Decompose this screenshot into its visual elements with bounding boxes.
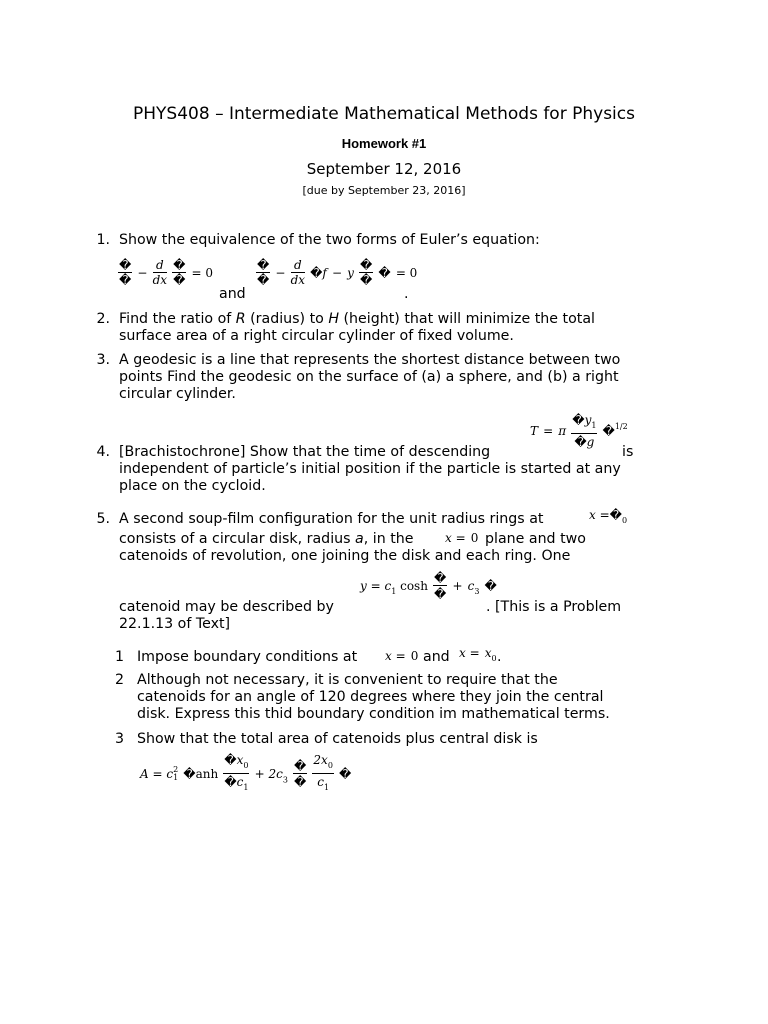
subproblem-3-number: 3 [115,731,125,747]
subproblem-2-line-1: Although not necessary, it is convenient to require that the [137,672,558,688]
due-date: [due by September 23, 2016] [302,184,466,197]
euler-equation-2: $\frac{�}{�}$ − $\frac{d}{dx}$ �f − y $\frac{�}{�}$ � = 0 [257,258,418,287]
subproblem-3-line-1: Show that the total area of catenoids plus central disk is [137,731,538,747]
page-title: PHYS408 – Intermediate Mathematical Methods for Physics [133,104,635,124]
problem-5-number: 5. [96,511,110,527]
subproblem-2-line-2: catenoids for an angle of 120 degrees where they join the central [137,689,604,705]
problem-4-number: 4. [96,444,110,460]
period: . [404,286,409,302]
problem-2-line-2: surface area of a right circular cylinder of fixed volume. [119,328,514,344]
problem-5-line-1: A second soup-film configuration for the unit radius rings at [119,511,544,527]
subproblem-2-number: 2 [115,672,125,688]
subproblem-1-text: Impose boundary conditions at [137,649,358,665]
x-equals-x0-sub1: $x = x_0$ [459,646,497,664]
catenoid-formula: $y = c_1$ cosh $\frac{�}{�}$ + $c_3$ � [360,571,497,601]
problem-4-line-3: place on the cycloid. [119,478,266,494]
problem-5-line-5: 22.1.13 of Text] [119,616,231,632]
problem-5-line-4b: . [This is a Problem [486,599,622,615]
brachistochrone-formula: T = π $\frac{�y_1}{�g}$ �$^{1/2}$ [530,413,628,450]
problem-4-line-2: independent of particle’s initial position if the particle is started at any [119,461,621,477]
x-equals-x0: $x =�_0$ [589,508,628,526]
problem-3-number: 3. [96,352,110,368]
problem-5-line-2: consists of a circular disk, radius a, in the [119,531,414,547]
problem-5-line-2c: plane and two [485,531,586,547]
problem-5-line-4a: catenoid may be described by [119,599,334,615]
problem-3-line-3: circular cylinder. [119,386,236,402]
date-line: September 12, 2016 [306,160,462,178]
and-text: and [219,286,246,302]
subproblem-2-line-3: disk. Express this thid boundary condition im mathematical terms. [137,706,610,722]
area-formula: A = c 2 1 �anh $\frac{�x_0}{�c_1}$ + $2c_3$ $\frac{�}{�}$ $\frac{2x_0}{c_1}$ � [140,753,352,793]
problem-4-line-1b: is [622,444,634,460]
problem-4-line-1a: [Brachistochrone] Show that the time of descending [119,444,491,460]
x-equals-0: x = 0 [445,531,479,545]
problem-5-line-3: catenoids of revolution, one joining the disk and each ring. One [119,548,571,564]
homework-heading: Homework #1 [341,136,427,151]
x-equals-0-sub1: x = 0 [385,649,419,663]
problem-3-line-1: A geodesic is a line that represents the shortest distance between two [119,352,621,368]
subproblem-1-period: . [497,649,502,665]
subproblem-1-and: and [423,649,450,665]
problem-2-number: 2. [96,311,110,327]
problem-2-line-1: Find the ratio of R (radius) to H (height) that will minimize the total [119,311,595,327]
euler-equation-1: $\frac{�}{�}$ − $\frac{d}{dx}$ $\frac{�}{�}$ = 0 [119,258,214,287]
subproblem-1-number: 1 [115,649,125,665]
problem-1-number: 1. [96,232,110,248]
problem-1-text: Show the equivalence of the two forms of Euler’s equation: [119,232,540,248]
problem-3-line-2: points Find the geodesic on the surface of (a) a sphere, and (b) a right [119,369,619,385]
